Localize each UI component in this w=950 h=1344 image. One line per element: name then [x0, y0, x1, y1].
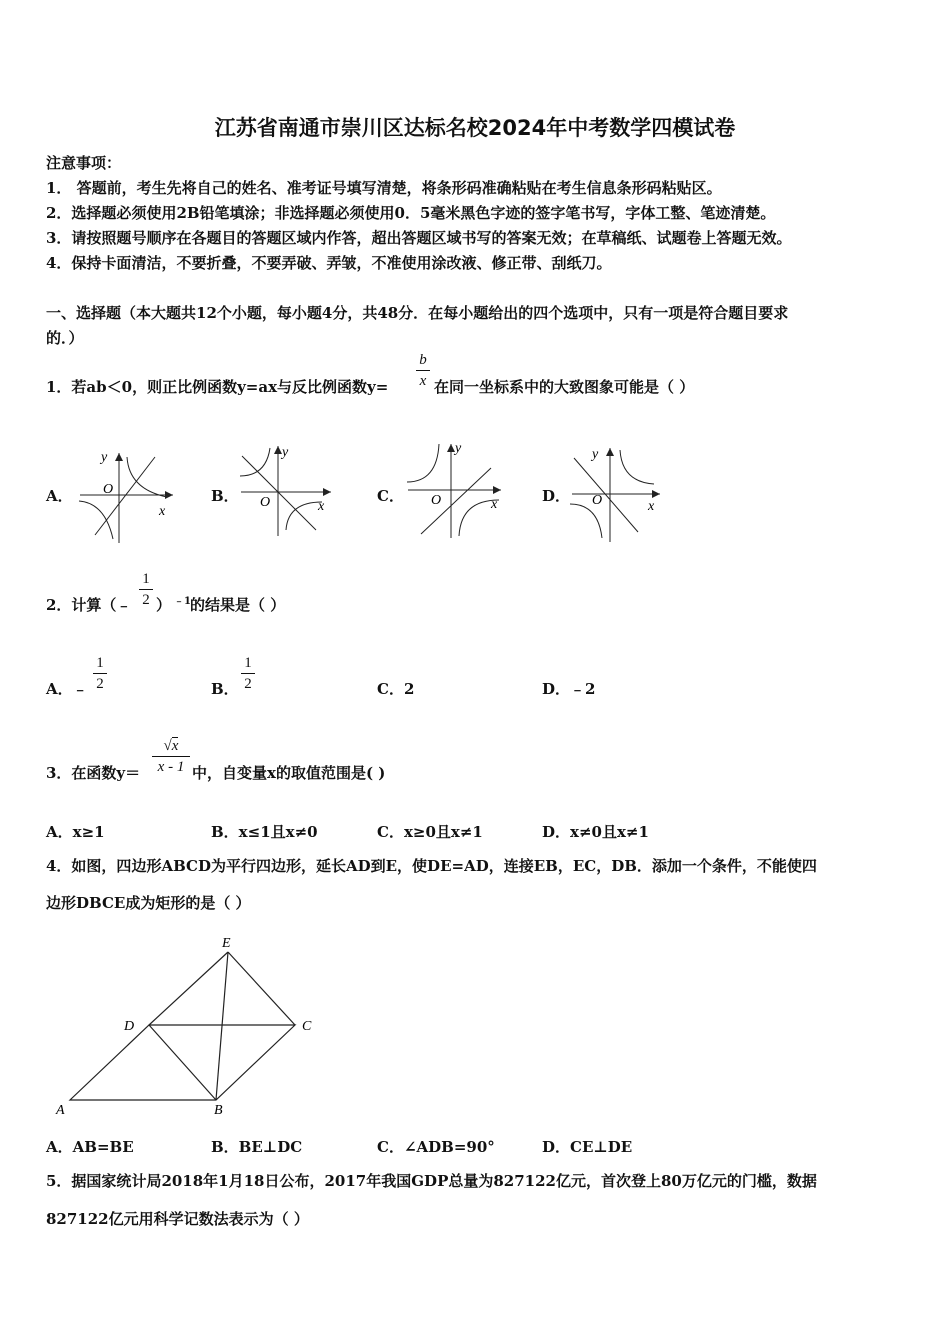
sqrt-icon: √ [163, 738, 172, 754]
q3-option-b: B．x≤1且x≠0 [211, 823, 318, 841]
q2-option-b-label: B． [211, 680, 239, 698]
q1-b-y-label: y [282, 445, 289, 460]
q3-text-before: 3．在函数y＝ [46, 764, 141, 782]
q1-c-y-label: y [455, 441, 462, 456]
q1-a-y-label: y [101, 450, 108, 465]
q1-d-origin-label: O [592, 493, 603, 508]
q2-option-a-label: A．﹣ [46, 680, 88, 698]
q1-a-origin-label: O [103, 482, 114, 497]
q1-graph-a [75, 445, 180, 550]
q2-b-den: 2 [244, 676, 252, 692]
q3-frac-num-radicand: x [171, 738, 179, 754]
q2-superscript: ﹣1 [174, 596, 191, 607]
q1-frac-bar [416, 370, 430, 371]
q1-graph-b [236, 440, 336, 540]
q1-option-b-label: B． [211, 487, 239, 505]
section-heading-line2: 的．） [46, 329, 84, 347]
notice-item-3: 3．请按照题号顺序在各题目的答题区域内作答，超出答题区域书写的答案无效；在草稿纸、试题卷上答题无效。 [46, 229, 792, 247]
q1-option-c-label: C． [377, 487, 404, 505]
q3-option-a: A．x≥1 [46, 823, 105, 841]
q1-text-after: 在同一坐标系中的大致图象可能是（ ） [434, 378, 695, 396]
q5-line2: 827122亿元用科学记数法表示为（ ） [46, 1210, 309, 1228]
q3-option-c: C．x≥0且x≠1 [377, 823, 483, 841]
notice-item-1: 1． 答题前，考生先将自己的姓名、准考证号填写清楚，将条形码准确粘贴在考生信息条形码粘贴区。 [46, 179, 722, 197]
notice-heading: 注意事项： [46, 154, 122, 172]
section-heading-line1: 一、选择题（本大题共12个小题，每小题4分，共48分．在每小题给出的四个选项中，只有一项是符合题目要求 [46, 304, 789, 322]
q4-line1: 4．如图，四边形ABCD为平行四边形，延长AD到E，使DE=AD，连接EB，EC，DB．添加一个条件，不能使四 [46, 857, 817, 875]
q1-option-d-label: D． [542, 487, 571, 505]
q2-a-bar [93, 673, 107, 674]
q4-label-b: B [214, 1103, 223, 1118]
q2-a-den: 2 [96, 676, 104, 692]
q3-frac-bar [152, 756, 190, 757]
q1-fraction [416, 351, 430, 390]
q2-a-num: 1 [96, 655, 104, 671]
page-title: 江苏省南通市崇川区达标名校2024年中考数学四模试卷 [214, 116, 736, 140]
q2-frac-bar [139, 589, 153, 590]
q4-label-c: C [302, 1019, 312, 1034]
q4-option-a: A．AB=BE [46, 1138, 134, 1156]
q4-line2: 边形DBCE成为矩形的是（ ） [46, 894, 251, 912]
q1-c-origin-label: O [431, 493, 442, 508]
q1-graph-c [403, 438, 508, 543]
q3-text-after: 中，自变量x的取值范围是( ) [192, 764, 386, 782]
q3-frac-den: x - 1 [157, 759, 185, 775]
q5-line1: 5．据国家统计局2018年1月18日公布，2017年我国GDP总量为827122亿元，首次登上80万亿元的门槛，数据 [46, 1172, 817, 1190]
q4-option-c: C．∠ADB=90° [377, 1138, 495, 1156]
q2-b-bar [241, 673, 255, 674]
q1-c-x-label: x [491, 497, 498, 512]
q1-b-x-label: x [318, 499, 325, 514]
q2-option-a-fraction [93, 654, 107, 693]
q1-d-x-label: x [648, 499, 655, 514]
q3-option-d: D．x≠0且x≠1 [542, 823, 649, 841]
q2-option-c: C．2 [377, 680, 415, 698]
q1-frac-den: x [419, 373, 427, 389]
q4-figure [50, 930, 330, 1125]
q2-b-num: 1 [244, 655, 252, 671]
q2-text-after: 的结果是（ ） [190, 596, 286, 614]
q2-option-b-fraction [241, 654, 255, 693]
q1-text-before: 1．若ab＜0，则正比例函数y=ax与反比例函数y= [46, 378, 389, 396]
q4-option-d: D．CE⊥DE [542, 1138, 633, 1156]
q4-label-a: A [56, 1103, 65, 1118]
q2-text-before: 2．计算（﹣ [46, 596, 132, 614]
q2-fraction [139, 570, 153, 609]
q2-frac-den: 2 [142, 592, 150, 608]
q1-b-origin-label: O [260, 495, 271, 510]
q4-option-b: B．BE⊥DC [211, 1138, 303, 1156]
q1-d-y-label: y [592, 447, 599, 462]
q3-fraction [152, 737, 190, 776]
q1-option-a-label: A． [46, 487, 73, 505]
q2-frac-num: 1 [142, 571, 150, 587]
q1-a-x-label: x [159, 504, 166, 519]
q2-text-mid: ） [156, 596, 172, 614]
q1-graph-d [568, 442, 668, 547]
q1-frac-num: b [419, 352, 427, 368]
q4-label-e: E [222, 936, 231, 951]
q2-option-d: D．﹣2 [542, 680, 596, 698]
notice-item-2: 2．选择题必须使用2B铅笔填涂；非选择题必须使用0．5毫米黑色字迹的签字笔书写，字体工整、笔迹清楚。 [46, 204, 776, 222]
q4-label-d: D [124, 1019, 135, 1034]
notice-item-4: 4．保持卡面清洁，不要折叠，不要弄破、弄皱，不准使用涂改液、修正带、刮纸刀。 [46, 254, 612, 272]
q3-frac-num [152, 737, 190, 755]
